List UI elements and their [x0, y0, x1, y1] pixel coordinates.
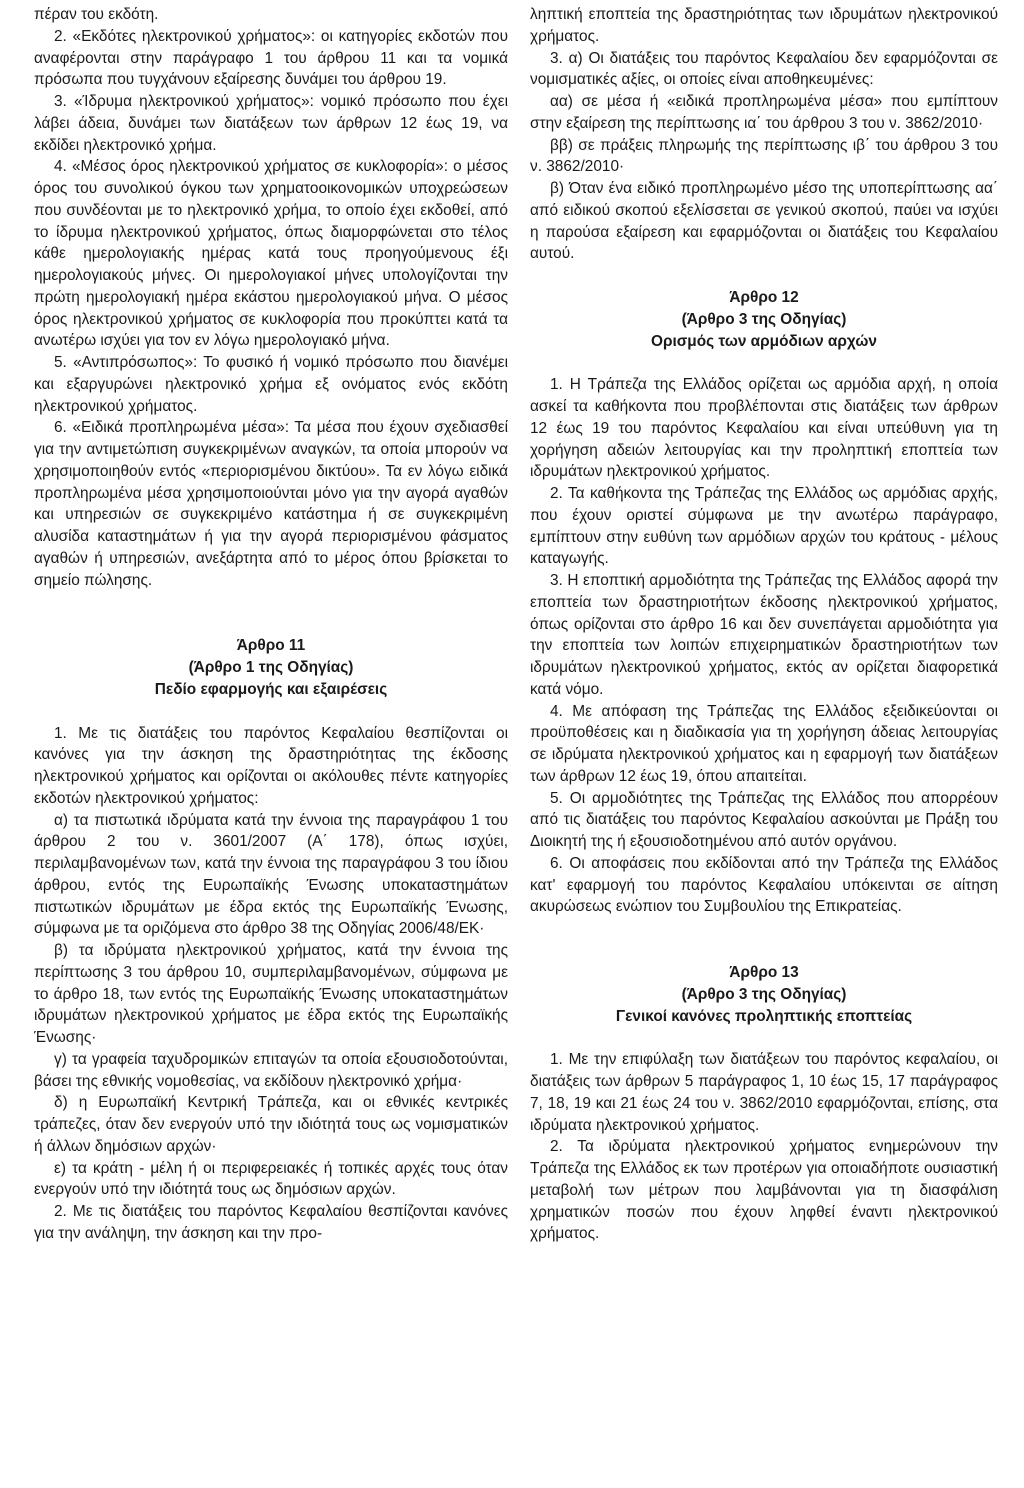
paragraph: αα) σε μέσα ή «ειδικά προπληρωμένα μέσα» που εμπίπτουν στην εξαίρεση της περίπτωσης ια΄ του άρθρου 3 του ν. 3862/2010·	[530, 93, 998, 132]
article-12-title: Ορισμός των αρμόδιων αρχών	[651, 332, 877, 350]
article-11-source: (Άρθρο 1 της Οδηγίας)	[188, 659, 354, 676]
article-11-title: Πεδίο εφαρμογής και εξαιρέσεις	[154, 680, 388, 698]
article-12-source: (Άρθρο 3 της Οδηγίας)	[681, 310, 847, 328]
article-13-source: (Άρθρο 3 της Οδηγίας)	[681, 985, 847, 1003]
definition-3: 3. «Ίδρυμα ηλεκτρονικού χρήματος»: νομικό πρόσωπο που έχει λάβει άδεια, δυνάμει των διατάξεων των άρθρων 12 έως 19, να εκδίδει ηλεκτρονικό χρήμα.	[34, 93, 508, 154]
definition-2: 2. «Εκδότες ηλεκτρονικού χρήματος»: οι κατηγορίες εκδοτών που αναφέρονται στην παράγραφο 1 του άρθρου 11 και τα νομικά πρόσωπα που τυγχάνουν εξαίρεσης δυνάμει του άρθρου 19.	[34, 27, 508, 89]
paragraph: 3. α) Οι διατάξεις του παρόντος Κεφαλαίου δεν εφαρμόζονται σε νομισματικές αξίες, οι οποίες είναι αποθηκευμένες:	[530, 49, 998, 89]
definition-6: 6. «Ειδικά προπληρωμένα μέσα»: Τα μέσα που έχουν σχεδιασθεί για την αντιμετώπιση συγκεκριμένων αναγκών, τα οποία μπορούν να χρησιμοποιηθούν εντός «περιορισμένου δικτύου». Τα εν λόγω ειδικά προπληρωμένα μέσα χρησιμοποιούνται μόνο για την αγορά αγαθών και υπηρεσιών σε συγκεκριμένο κατάστημα ή σε συγκεκριμένη αλυσίδα καταστημάτων ή για την αγορά περιορισμένου φάσματος αγαθών ή υπηρεσιών, ανεξάρτητα από το μέρος όπου βρίσκεται το σημείο πώλησης.	[34, 419, 508, 589]
article-12-paragraph: 4. Με απόφαση της Τράπεζας της Ελλάδος εξειδικεύονται οι προϋποθέσεις και η διαδικασία για τη χορήγηση άδειας λειτουργίας σε ιδρύματα ηλεκτρονικού χρήματος και η εφαρμογή των διατάξεων των άρθρων 12 έως 19, όπου απαιτείται.	[530, 702, 998, 785]
article-11-paragraph: ε) τα κράτη - μέλη ή οι περιφερειακές ή τοπικές αρχές τους όταν ενεργούν υπό την ιδιότητά τους ως δημόσιων αρχών.	[34, 1159, 508, 1199]
article-11-paragraph: γ) τα γραφεία ταχυδρομικών επιταγών τα οποία εξουσιοδοτούνται, βάσει της εθνικής νομοθεσίας, να εκδίδουν ηλεκτρονικό χρήμα·	[34, 1050, 508, 1090]
paragraph: ββ) σε πράξεις πληρωμής της περίπτωσης ιβ΄ του άρθρου 3 του ν. 3862/2010·	[530, 136, 998, 176]
article-12-paragraph: 5. Οι αρμοδιότητες της Τράπεζας της Ελλάδος που απορρέουν από τις διατάξεις του παρόντος Κεφαλαίου ασκούνται με Πράξη του Διοικητή της ή εξουσιοδοτημένου από αυτόν οργάνου.	[530, 789, 998, 850]
right-column	[530, 4, 998, 1245]
article-13-paragraph: 1. Με την επιφύλαξη των διατάξεων του παρόντος κεφαλαίου, οι διατάξεις των άρθρων 5 παράγραφος 1, 10 έως 15, 17 παράγραφος 7, 18, 19 και 21 έως 24 του ν. 3862/2010 εφαρμόζονται, επίσης, στα ιδρύματα ηλεκτρονικού χρήματος.	[530, 1051, 998, 1134]
article-12-paragraph: 3. Η εποπτική αρμοδιότητα της Τράπεζας της Ελλάδος αφορά την εποπτεία των δραστηριοτήτων έκδοσης ηλεκτρονικού χρήματος, όπως ορίζονται στο άρθρο 16 και δεν συνεπάγεται αρμοδιότητα για την εποπτεία των λοιπών επιχειρηματικών δραστηριοτήτων των ιδρυμάτων ηλεκτρονικού χρήματος, εκτός αν ορίζεται διαφορετικά κατά νόμο.	[530, 572, 998, 698]
paragraph: β) Όταν ένα ειδικό προπληρωμένο μέσο της υποπερίπτωσης αα΄ από ειδικού σκοπού εξελίσσεται σε γενικού σκοπού, παύει να ισχύει η παρούσα εξαίρεση και εφαρμόζονται οι διατάξεις του Κεφαλαίου αυτού.	[530, 180, 998, 263]
article-12-paragraph: 6. Οι αποφάσεις που εκδίδονται από την Τράπεζα της Ελλάδος κατ' εφαρμογή του παρόντος Κεφαλαίου υπόκεινται σε αίτηση ακυρώσεως ενώπιον του Συμβουλίου της Επικρατείας.	[530, 854, 998, 916]
intro-fragment: πέραν του εκδότη.	[34, 6, 159, 23]
article-13-title: Γενικοί κανόνες προληπτικής εποπτείας	[615, 1007, 913, 1025]
article-11-paragraph: 2. Με τις διατάξεις του παρόντος Κεφαλαίου θεσπίζονται κανόνες για την ανάληψη, την άσκηση και την προ-	[34, 1203, 508, 1242]
article-11-paragraph: β) τα ιδρύματα ηλεκτρονικού χρήματος, κατά την έννοια της περίπτωσης 3 του άρθρου 10, συμπεριλαμβανομένων, σύμφωνα με το άρθρο 18, των εντός της Ευρωπαϊκής Ένωσης υποκαταστημάτων ιδρυμάτων ηλεκτρονικού χρήματος με έδρα εκτός της Ευρωπαϊκής Ένωσης·	[34, 942, 508, 1046]
article-12-number: Άρθρο 12	[729, 289, 799, 306]
continuation-fragment: ληπτική εποπτεία της δραστηριότητας των ιδρυμάτων ηλεκτρονικού χρήματος.	[530, 6, 998, 45]
article-12-paragraph: 1. Η Τράπεζα της Ελλάδος ορίζεται ως αρμόδια αρχή, η οποία ασκεί τα καθήκοντα που προβλέπονται στις διατάξεις των άρθρων 12 έως 19 του παρόντος Κεφαλαίου και είναι υπεύθυνη για τη χορήγηση αδειών λειτουργίας και την προληπτική εποπτεία των ιδρυμάτων ηλεκτρονικού χρήματος.	[530, 376, 998, 481]
definition-4: 4. «Μέσος όρος ηλεκτρονικού χρήματος σε κυκλοφορία»: ο μέσος όρος του συνολικού όγκου των χρηματοοικονομικών υποχρεώσεων που συνδέονται με το ηλεκτρονικό χρήμα, το οποίο έχει εκδοθεί, από το ίδρυμα ηλεκτρονικού χρήματος, όπως διαμορφώνεται στο τέλος κάθε ημερολογιακής ημέρας κατά τους προηγούμενους έξι ημερολογιακούς μήνες. Οι ημερολογιακοί μήνες υπολογίζονται την πρώτη ημερολογιακή ημέρα εκάστου ημερολογιακού μήνα. Ο μέσος όρος ηλεκτρονικού χρήματος σε κυκλοφορία που προκύπτει κατά τα ανωτέρω ισχύει για τον εν λόγω ημερολογιακό μήνα.	[34, 158, 508, 350]
article-11-paragraph: α) τα πιστωτικά ιδρύματα κατά την έννοια της παραγράφου 1 του άρθρου 2 του ν. 3601/2007 (Α΄ 178), όπως ισχύει, περιλαμβανομένων των, κατά την έννοια της παραγράφου 3 του ίδιου άρθρου, εντός της Ευρωπαϊκής Ένωσης υποκαταστημάτων πιστωτικών ιδρυμάτων με έδρα εκτός της Ευρωπαϊκής Ένωσης, σύμφωνα με τα οριζόμενα στο άρθρο 38 της Οδηγίας 2006/48/ΕΚ·	[34, 811, 508, 938]
left-column	[34, 4, 508, 1245]
article-13-paragraph: 2. Τα ιδρύματα ηλεκτρονικού χρήματος ενημερώνουν την Τράπεζα της Ελλάδος εκ των προτέρων για οποιαδήποτε ουσιαστική μεταβολή των μέτρων που λαμβάνονται για τη διασφάλιση χρηματικών ποσών που έχουν ληφθεί έναντι ηλεκτρονικού χρήματος.	[530, 1138, 998, 1243]
article-13-number: Άρθρο 13	[729, 964, 799, 981]
article-12-paragraph: 2. Τα καθήκοντα της Τράπεζας της Ελλάδος ως αρμόδιας αρχής, που έχουν οριστεί σύμφωνα με την ανωτέρω παράγραφο, εμπίπτουν στην ευθύνη των αρμόδιων αρχών του κράτους - μέλους καταγωγής.	[530, 485, 998, 568]
definition-5: 5. «Αντιπρόσωπος»: Το φυσικό ή νομικό πρόσωπο που διανέμει και εξαργυρώνει ηλεκτρονικό χρήμα εξ ονόματος ενός εκδότη ηλεκτρονικού χρήματος.	[34, 354, 508, 415]
article-11-number: Άρθρο 11	[236, 637, 306, 655]
article-11-paragraph: 1. Με τις διατάξεις του παρόντος Κεφαλαίου θεσπίζονται οι κανόνες για την άσκηση της δραστηριότητας της έκδοσης ηλεκτρονικού χρήματος και ορίζονται οι ακόλουθες πέντε κατηγορίες εκδοτών ηλεκτρονικού χρήματος:	[34, 724, 508, 807]
article-11-paragraph: δ) η Ευρωπαϊκή Κεντρική Τράπεζα, και οι εθνικές κεντρικές τράπεζες, όταν δεν ενεργούν υπό την ιδιότητά τους ως νομισματικών ή άλλων δημόσιων αρχών·	[34, 1094, 508, 1155]
